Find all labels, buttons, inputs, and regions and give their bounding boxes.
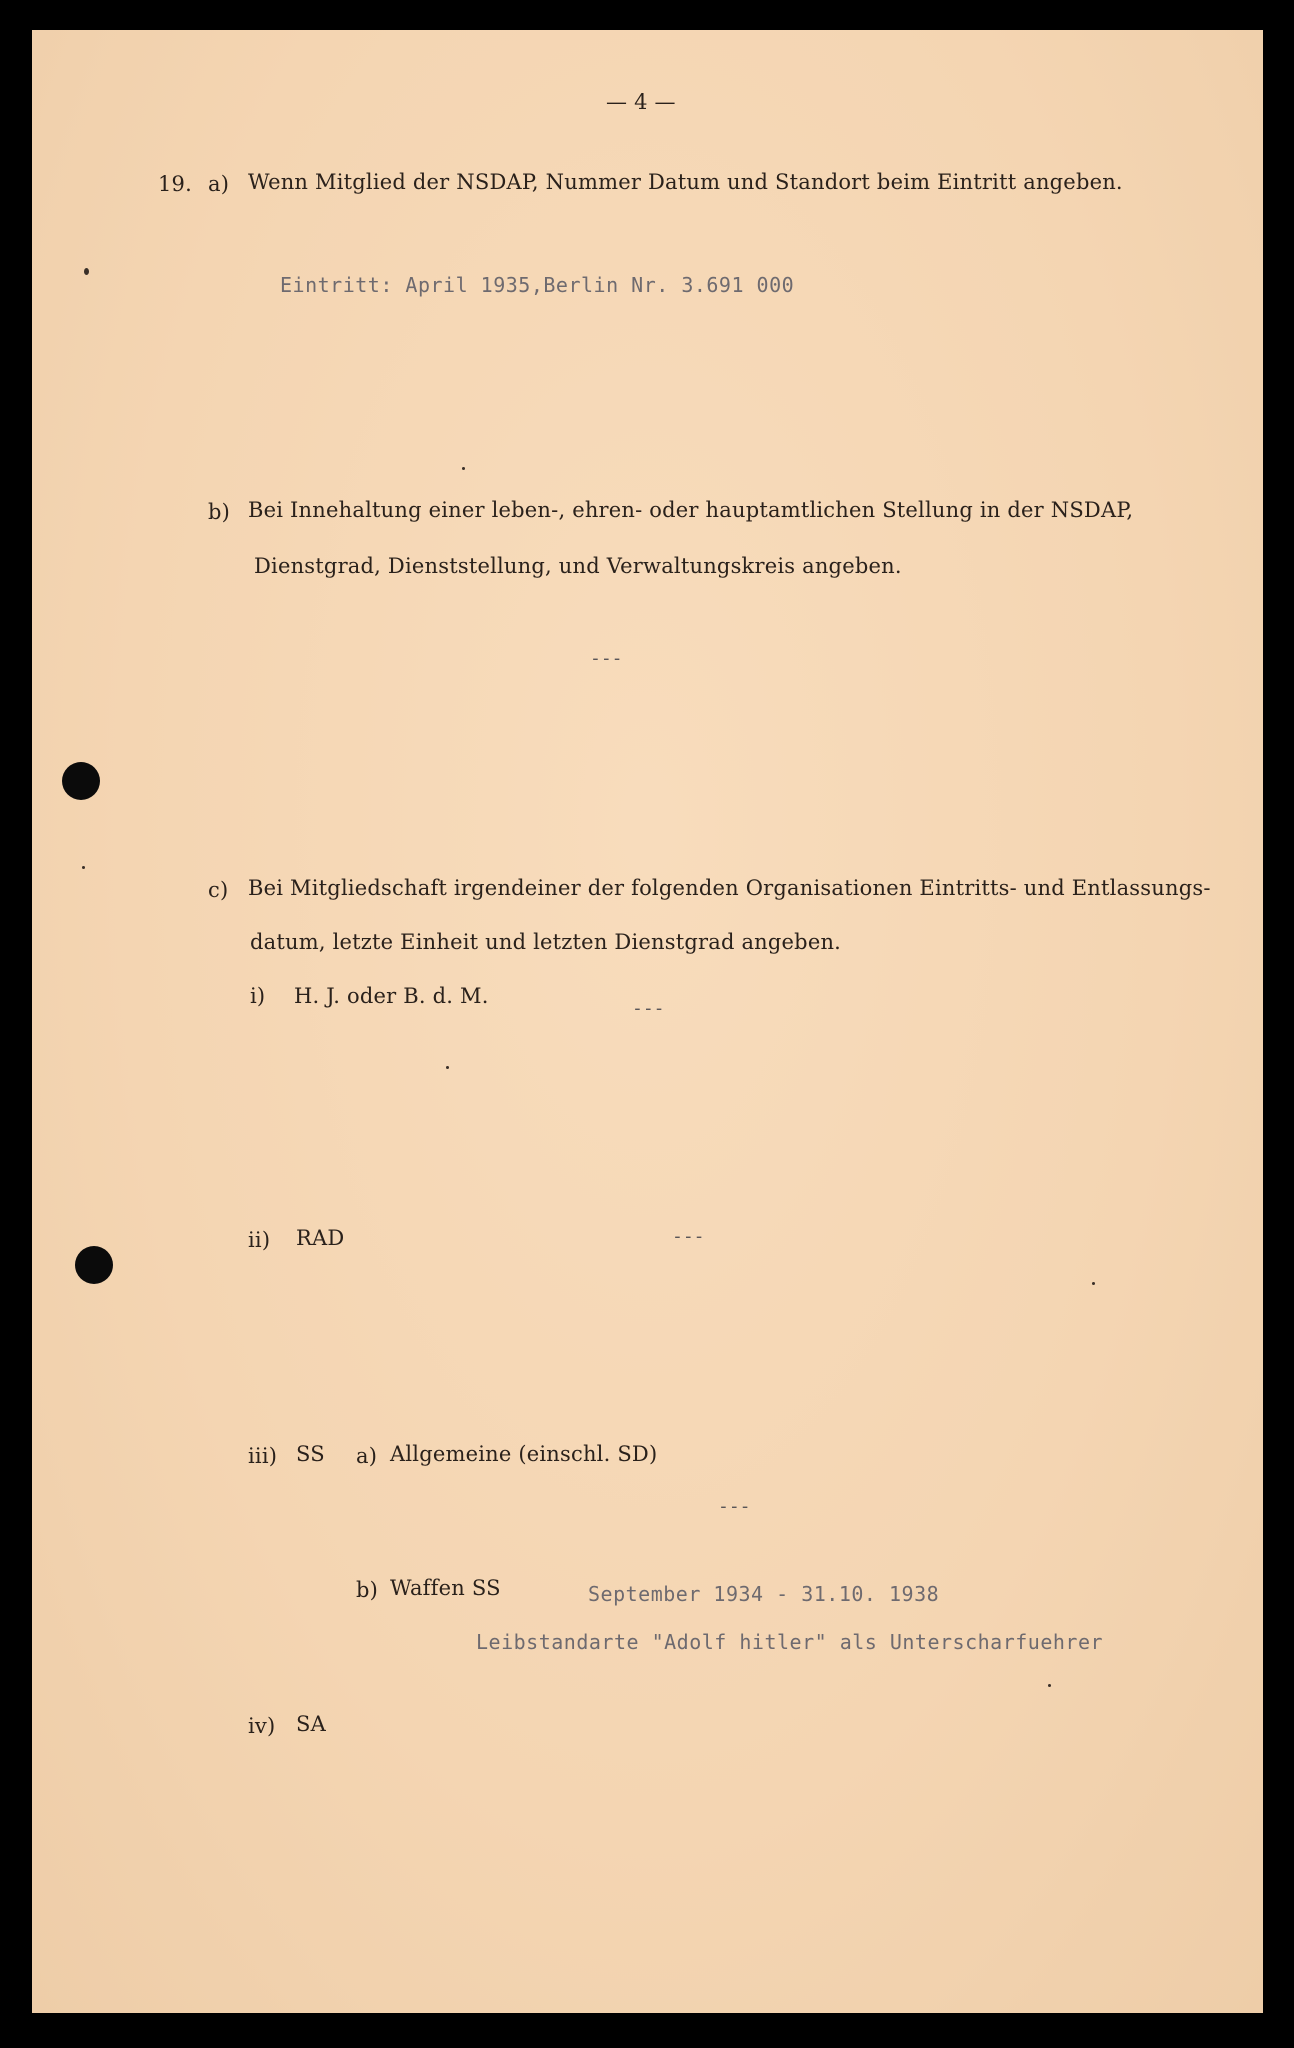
item-iv-marker: iv) <box>248 1714 276 1738</box>
paper-speck <box>82 866 85 869</box>
item-ii-label: RAD <box>296 1226 345 1250</box>
item-i-marker: i) <box>250 984 266 1008</box>
item-iii-a-marker: a) <box>356 1444 378 1468</box>
q19c-text-line2: datum, letzte Einheit und letzten Dienstgrad angeben. <box>250 930 842 954</box>
q19b-text-line2: Dienstgrad, Dienststellung, und Verwaltungskreis angeben. <box>254 554 902 578</box>
q19b-marker: b) <box>208 500 231 524</box>
item-iv-label: SA <box>296 1712 326 1736</box>
punch-hole-top <box>62 762 100 800</box>
paper-speck <box>446 1066 449 1069</box>
question-number: 19. <box>158 172 192 196</box>
q19b-text-line1: Bei Innehaltung einer leben-, ehren- oder hauptamtlichen Stellung in der NSDAP, <box>248 498 1134 522</box>
q19a-text: Wenn Mitglied der NSDAP, Nummer Datum und Standort beim Eintritt angeben. <box>248 170 1123 194</box>
document-page <box>32 30 1263 2013</box>
q19c-marker: c) <box>208 878 229 902</box>
punch-hole-bottom <box>75 1246 113 1284</box>
q19c-text-line1: Bei Mitgliedschaft irgendeiner der folgenden Organisationen Eintritts- und Entlassungs- <box>248 876 1211 900</box>
item-iii-b-answer-line2: Leibstandarte "Adolf hitler" als Unterscharfuehrer <box>476 1630 1104 1654</box>
item-ii-marker: ii) <box>248 1228 271 1252</box>
q19b-answer: --- <box>590 648 623 669</box>
item-iii-a-label: Allgemeine (einschl. SD) <box>390 1442 658 1466</box>
item-iii-b-answer-line1: September 1934 - 31.10. 1938 <box>588 1582 940 1606</box>
item-iii-label: SS <box>296 1442 325 1466</box>
item-i-answer: --- <box>632 998 665 1019</box>
paper-speck <box>1048 1684 1051 1687</box>
item-ii-answer: --- <box>672 1226 705 1247</box>
item-iii-b-label: Waffen SS <box>390 1576 501 1600</box>
page-number: — 4 — <box>606 90 676 114</box>
paper-speck <box>84 268 89 275</box>
item-iii-a-answer: --- <box>718 1496 751 1517</box>
paper-speck <box>462 467 465 470</box>
q19a-marker: a) <box>208 172 230 196</box>
item-iii-b-marker: b) <box>356 1578 379 1602</box>
paper-speck <box>1092 1282 1095 1285</box>
item-iii-marker: iii) <box>248 1444 278 1468</box>
item-i-label: H. J. oder B. d. M. <box>294 984 489 1008</box>
q19a-answer: Eintritt: April 1935,Berlin Nr. 3.691 000 <box>280 273 795 297</box>
